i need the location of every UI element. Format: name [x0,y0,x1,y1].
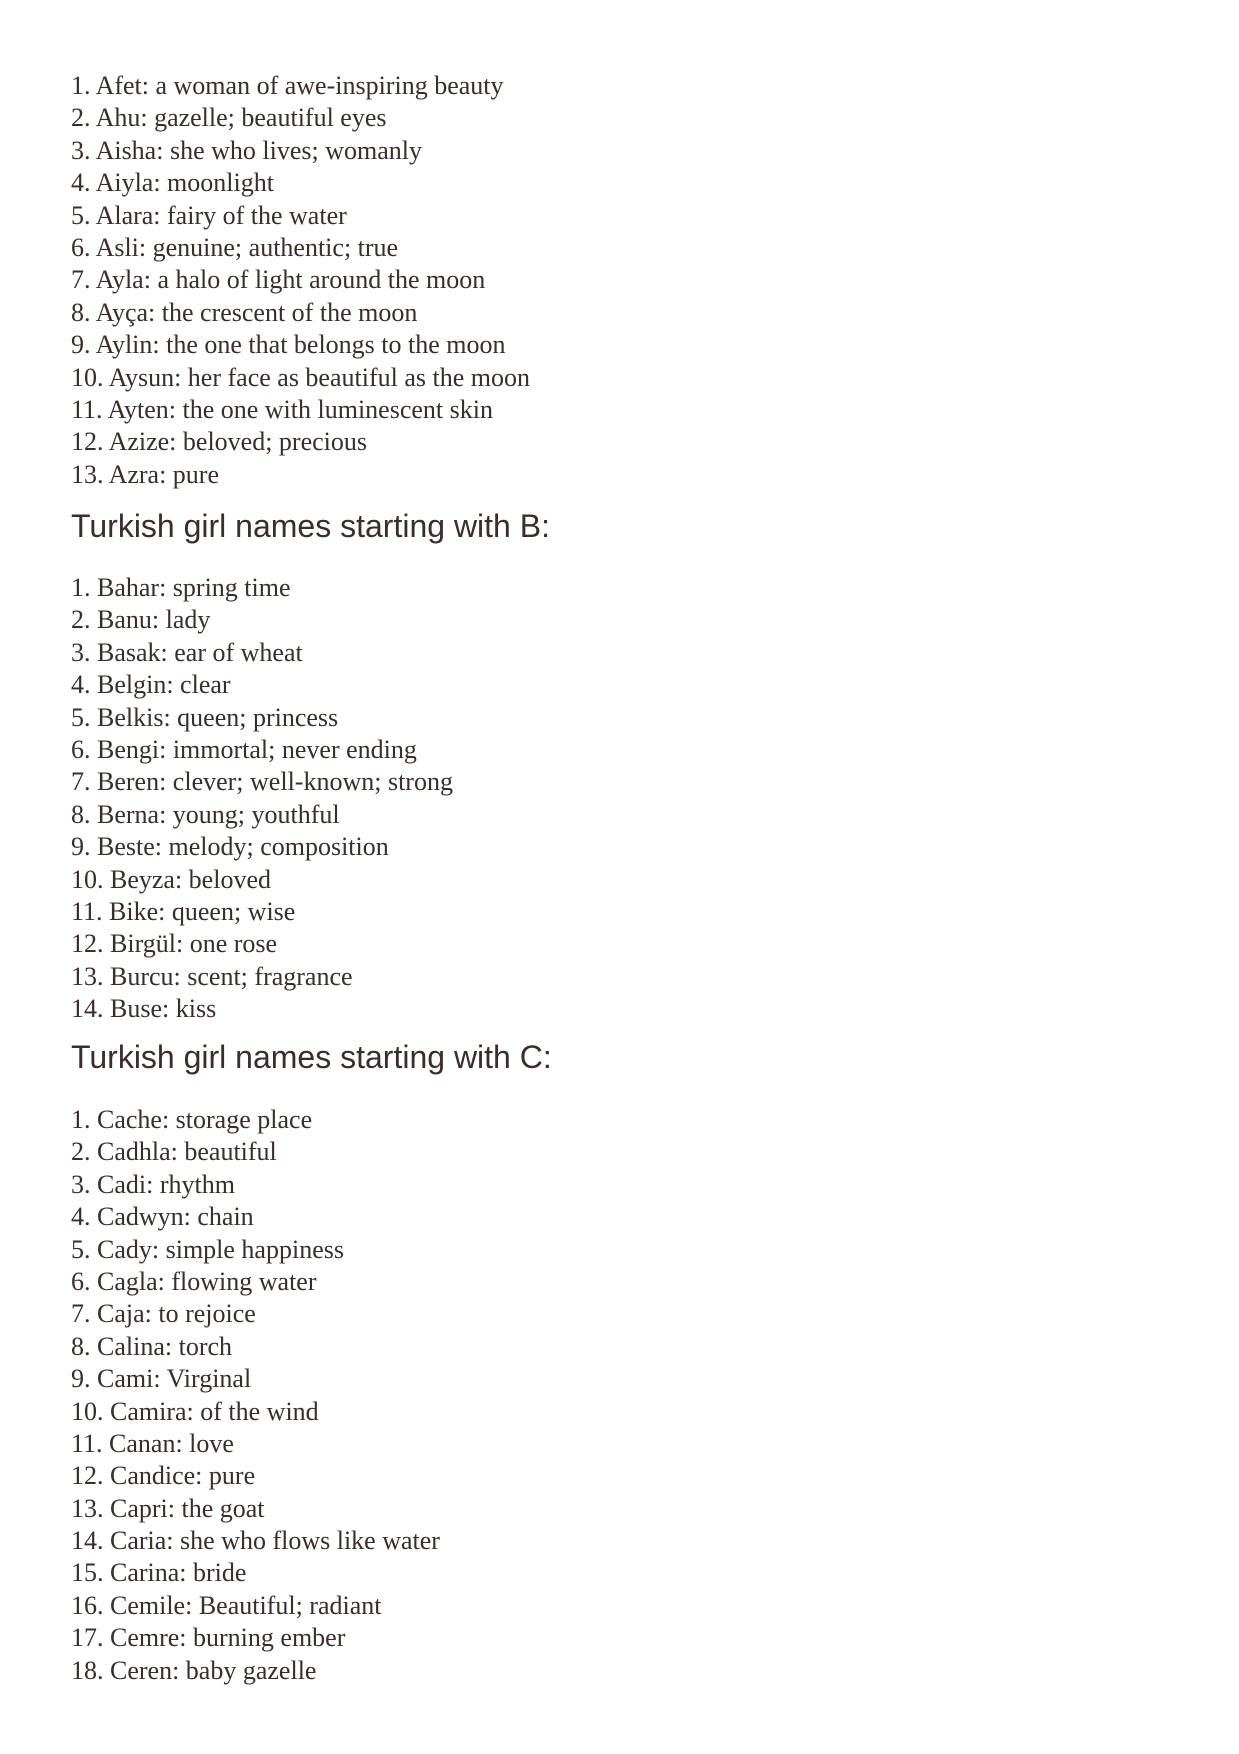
list-item: 15. Carina: bride [71,1558,247,1588]
list-item: 3. Aisha: she who lives; womanly [71,135,422,165]
list-item: 2. Banu: lady [71,605,211,635]
section-heading-b: Turkish girl names starting with B: [71,508,550,544]
list-item: 4. Belgin: clear [71,670,231,700]
list-item: 17. Cemre: burning ember [71,1623,346,1653]
list-item: 12. Birgül: one rose [71,929,278,959]
list-item: 2. Cadhla: beautiful [71,1137,277,1167]
names-list-b [71,572,453,1025]
list-item: 12. Azize: beloved; precious [71,427,368,457]
list-item: 6. Cagla: flowing water [71,1266,317,1296]
list-item: 10. Beyza: beloved [71,864,271,894]
list-item: 11. Bike: queen; wise [71,896,296,926]
list-item: 18. Ceren: baby gazelle [71,1655,317,1685]
list-item: 6. Bengi: immortal; never ending [71,734,417,764]
list-item: 12. Candice: pure [71,1461,256,1491]
list-item: 7. Caja: to rejoice [71,1299,256,1329]
list-item: 13. Azra: pure [71,459,220,489]
list-item: 8. Calina: torch [71,1331,233,1361]
list-a [71,70,530,491]
list-item: 6. Asli: genuine; authentic; true [71,232,399,262]
list-item: 13. Burcu: scent; fragrance [71,961,353,991]
list-item: 9. Aylin: the one that belongs to the moon [71,330,506,360]
list-item: 14. Buse: kiss [71,994,217,1024]
list-item: 9. Cami: Virginal [71,1364,252,1394]
section-heading-c: Turkish girl names starting with C: [71,1039,552,1075]
list-item: 11. Ayten: the one with luminescent skin [71,394,493,424]
list-item: 4. Aiyla: moonlight [71,168,274,198]
list-item: 8. Ayça: the crescent of the moon [71,297,418,327]
list-item: 1. Bahar: spring time [71,573,291,602]
list-item: 5. Alara: fairy of the water [71,200,347,230]
list-item: 11. Canan: love [71,1428,234,1458]
list-item: 7. Ayla: a halo of light around the moon [71,265,486,295]
list-item: 3. Cadi: rhythm [71,1169,235,1199]
list-item: 7. Beren: clever; well-known; strong [71,767,453,797]
list-b [71,572,453,1025]
list-c [71,1104,440,1687]
list-item: 3. Basak: ear of wheat [71,637,303,667]
list-item: 14. Caria: she who flows like water [71,1526,440,1556]
list-item: 1. Cache: storage place [71,1105,313,1134]
list-item: 5. Cady: simple happiness [71,1234,344,1264]
list-item: 1. Afet: a woman of awe-inspiring beauty [71,71,504,100]
list-item: 10. Camira: of the wind [71,1396,319,1426]
list-item: 4. Cadwyn: chain [71,1202,254,1232]
names-list-c [71,1104,440,1687]
list-item: 2. Ahu: gazelle; beautiful eyes [71,103,387,133]
names-list-a [71,70,530,491]
list-item: 5. Belkis: queen; princess [71,702,339,732]
list-item: 8. Berna: young; youthful [71,799,340,829]
list-item: 16. Cemile: Beautiful; radiant [71,1590,382,1620]
list-item: 13. Capri: the goat [71,1493,265,1523]
list-item: 10. Aysun: her face as beautiful as the moon [71,362,530,392]
list-item: 9. Beste: melody; composition [71,832,389,862]
